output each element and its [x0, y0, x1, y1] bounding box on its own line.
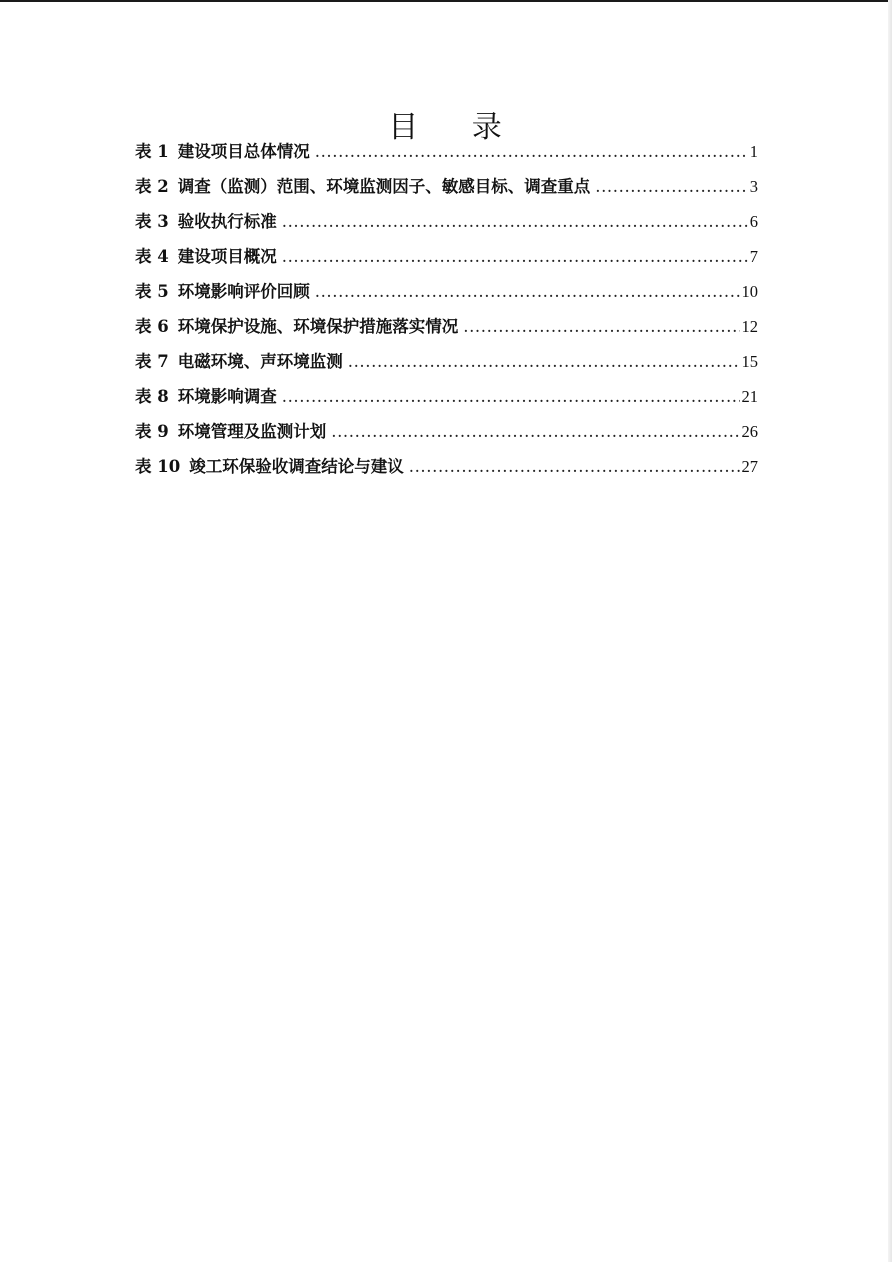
- toc-entry-page: 12: [741, 317, 758, 336]
- toc-dot-leader: [282, 239, 748, 274]
- toc-entry-title: 建设项目总体情况: [177, 142, 310, 161]
- toc-entry-title: 环境保护设施、环境保护措施落实情况: [177, 317, 459, 336]
- toc-entry-label: 表 2: [135, 177, 169, 196]
- toc-entry-page: 7: [749, 247, 758, 266]
- toc-entry-page: 1: [749, 142, 758, 161]
- toc-dot-leader: [463, 309, 739, 344]
- toc-entry-title: 竣工环保验收调查结论与建议: [189, 457, 404, 476]
- toc-dot-leader: [315, 134, 748, 169]
- toc-entry-10[interactable]: [135, 449, 758, 484]
- toc-dot-leader: [348, 344, 740, 379]
- toc-entry-label: 表 7: [135, 352, 169, 371]
- toc-dot-leader: [282, 204, 748, 239]
- toc-entry-page: 15: [741, 352, 758, 371]
- toc-entry-title: 环境管理及监测计划: [177, 422, 327, 441]
- toc-entry-page: 27: [741, 457, 758, 476]
- table-of-contents: [135, 134, 758, 484]
- toc-entry-title: 环境影响调查: [177, 387, 277, 406]
- toc-dot-leader: [331, 414, 739, 449]
- toc-entry-7[interactable]: [135, 344, 758, 379]
- toc-dot-leader: [282, 379, 740, 414]
- toc-entry-8[interactable]: [135, 379, 758, 414]
- toc-entry-title: 环境影响评价回顾: [177, 282, 310, 301]
- toc-entry-4[interactable]: [135, 239, 758, 274]
- page-right-edge: [888, 0, 892, 1262]
- toc-entry-page: 10: [741, 282, 758, 301]
- toc-entry-5[interactable]: [135, 274, 758, 309]
- toc-entry-title: 验收执行标准: [177, 212, 277, 231]
- toc-dot-leader: [595, 169, 748, 204]
- toc-entry-9[interactable]: [135, 414, 758, 449]
- toc-entry-6[interactable]: [135, 309, 758, 344]
- toc-entry-page: 21: [741, 387, 758, 406]
- toc-entry-title: 调查（监测）范围、环境监测因子、敏感目标、调查重点: [177, 177, 591, 196]
- toc-entry-label: 表 4: [135, 247, 169, 266]
- toc-entry-page: 26: [741, 422, 758, 441]
- toc-entry-label: 表 10: [135, 457, 181, 476]
- toc-entry-3[interactable]: [135, 204, 758, 239]
- toc-entry-label: 表 5: [135, 282, 169, 301]
- page-top-border: [0, 0, 892, 2]
- toc-entry-page: 6: [749, 212, 758, 231]
- toc-entry-title: 电磁环境、声环境监测: [177, 352, 343, 371]
- toc-entry-label: 表 8: [135, 387, 169, 406]
- toc-dot-leader: [315, 274, 740, 309]
- toc-entry-title: 建设项目概况: [177, 247, 277, 266]
- toc-entry-label: 表 9: [135, 422, 169, 441]
- toc-entry-2[interactable]: [135, 169, 758, 204]
- toc-entry-page: 3: [749, 177, 758, 196]
- toc-dot-leader: [409, 449, 740, 484]
- toc-entry-1[interactable]: [135, 134, 758, 169]
- toc-entry-label: 表 3: [135, 212, 169, 231]
- toc-title: 目 录: [388, 110, 524, 146]
- toc-entry-label: 表 1: [135, 142, 169, 161]
- toc-entry-label: 表 6: [135, 317, 169, 336]
